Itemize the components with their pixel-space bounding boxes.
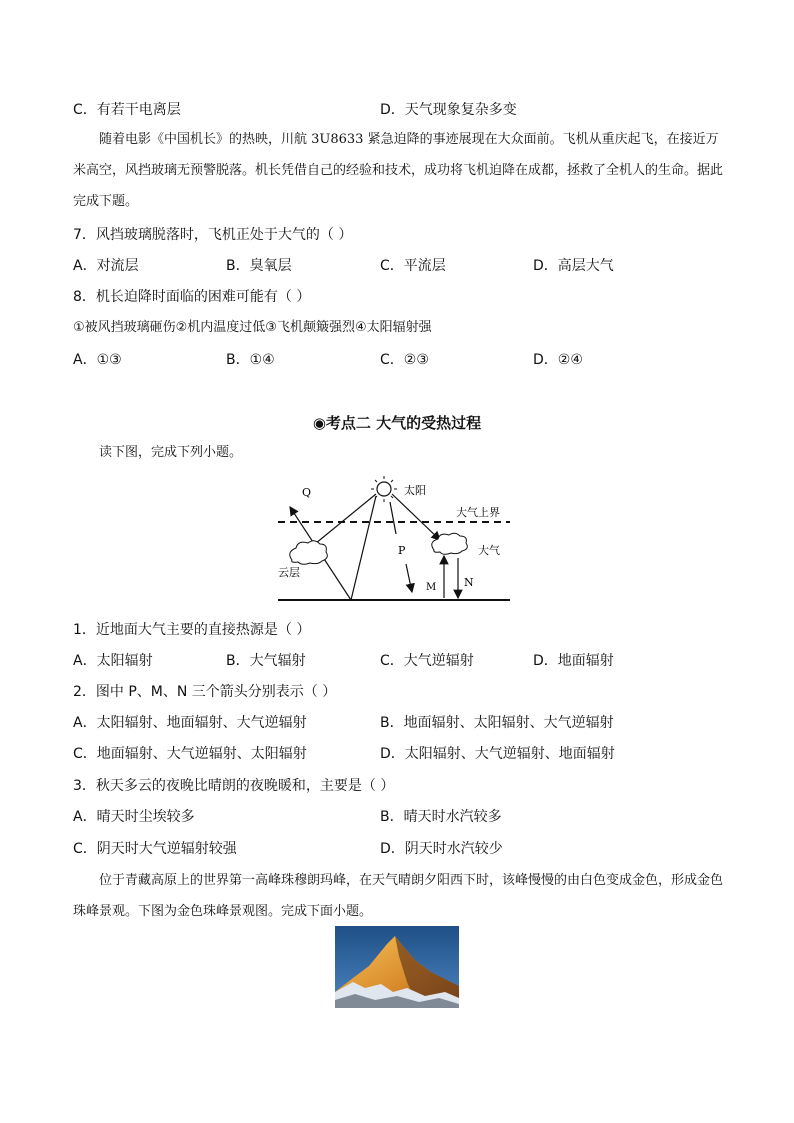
label-sun: 太阳 <box>404 484 426 497</box>
label-cloud: 云层 <box>278 566 300 579</box>
label-n: N <box>464 576 474 589</box>
passage-read-diagram <box>73 437 723 468</box>
section-title: ◉考点二 大气的受热过程 <box>312 414 482 432</box>
sun-ray-to-atmosphere <box>392 494 440 540</box>
s2q2-option-d: D．太阳辐射、大气逆辐射、地面辐射 <box>380 746 615 762</box>
passage-text: 读下图，完成下列小题。 <box>99 445 243 460</box>
s2q1-option-a: A．太阳辐射 <box>73 653 153 669</box>
cloud-icon-left <box>290 541 328 565</box>
q8-stem: 8．机长迫降时面临的困难可能有（ ） <box>73 289 311 305</box>
q8-option-c: C．②③ <box>380 352 429 368</box>
s2q3-option-b: B．晴天时水汽较多 <box>380 809 502 825</box>
q8-option-d: D．②④ <box>533 352 583 368</box>
q7-option-b: B．臭氧层 <box>226 258 292 274</box>
s2q3-option-c: C．阴天时大气逆辐射较强 <box>73 841 237 857</box>
s2q1-option-d: D．地面辐射 <box>533 653 614 669</box>
q8-option-a: A．①③ <box>73 352 122 368</box>
s2q2-option-a: A．太阳辐射、地面辐射、大气逆辐射 <box>73 715 307 731</box>
passage-china-captain <box>73 124 723 217</box>
s2q2-option-b: B．地面辐射、太阳辐射、大气逆辐射 <box>380 715 614 731</box>
s2q1-option-c: C．大气逆辐射 <box>380 653 474 669</box>
passage-text: 随着电影《中国机长》的热映，川航 3U8633 紧急迫降的事迹展现在大众面前。飞机从重庆起飞，在接近万米高空，风挡玻璃无预警脱落。机长凭借自己的经验和技术，成功将飞机迫降在成都，拯救了全机人的生命。据此完成下题。 <box>73 132 724 209</box>
arrow-p <box>406 564 412 592</box>
q6-option-d: D．天气现象复杂多变 <box>380 102 517 118</box>
label-q: Q <box>302 486 312 499</box>
s2q3-stem: 3．秋天多云的夜晚比晴朗的夜晚暖和，主要是（ ） <box>73 778 395 794</box>
s2q2-option-c: C．地面辐射、大气逆辐射、太阳辐射 <box>73 746 307 762</box>
golden-everest-photo <box>335 926 459 1008</box>
atmosphere-heating-diagram <box>270 472 520 606</box>
passage-golden-everest <box>73 865 723 927</box>
label-p: P <box>398 544 406 557</box>
q7-stem: 7．风挡玻璃脱落时，飞机正处于大气的（ ） <box>73 227 353 243</box>
q7-option-d: D．高层大气 <box>533 258 614 274</box>
q8-items: ①被风挡玻璃砸伤②机内温度过低③飞机颠簸强烈④太阳辐射强 <box>73 320 432 335</box>
q7-option-a: A．对流层 <box>73 258 139 274</box>
s2q1-stem: 1．近地面大气主要的直接热源是（ ） <box>73 622 311 638</box>
q6-option-c: C．有若干电离层 <box>73 102 181 118</box>
s2q3-option-a: A．晴天时尘埃较多 <box>73 809 195 825</box>
s2q3-option-d: D．阴天时水汽较少 <box>380 841 503 857</box>
q7-option-c: C．平流层 <box>380 258 446 274</box>
label-atmosphere-boundary: 大气上界 <box>456 506 500 519</box>
s2q2-stem: 2．图中 P、M、N 三个箭头分别表示（ ） <box>73 684 337 700</box>
q8-option-b: B．①④ <box>226 352 275 368</box>
label-atmosphere: 大气 <box>478 544 500 557</box>
s2q1-option-b: B．大气辐射 <box>226 653 306 669</box>
arrow-p-upper <box>390 502 396 534</box>
label-m: M <box>426 582 437 593</box>
passage-text: 位于青藏高原上的世界第一高峰珠穆朗玛峰，在天气晴朗夕阳西下时，该峰慢慢的由白色变成金色，形成金色珠峰景观。下图为金色珠峰景观图。完成下面小题。 <box>73 873 724 919</box>
